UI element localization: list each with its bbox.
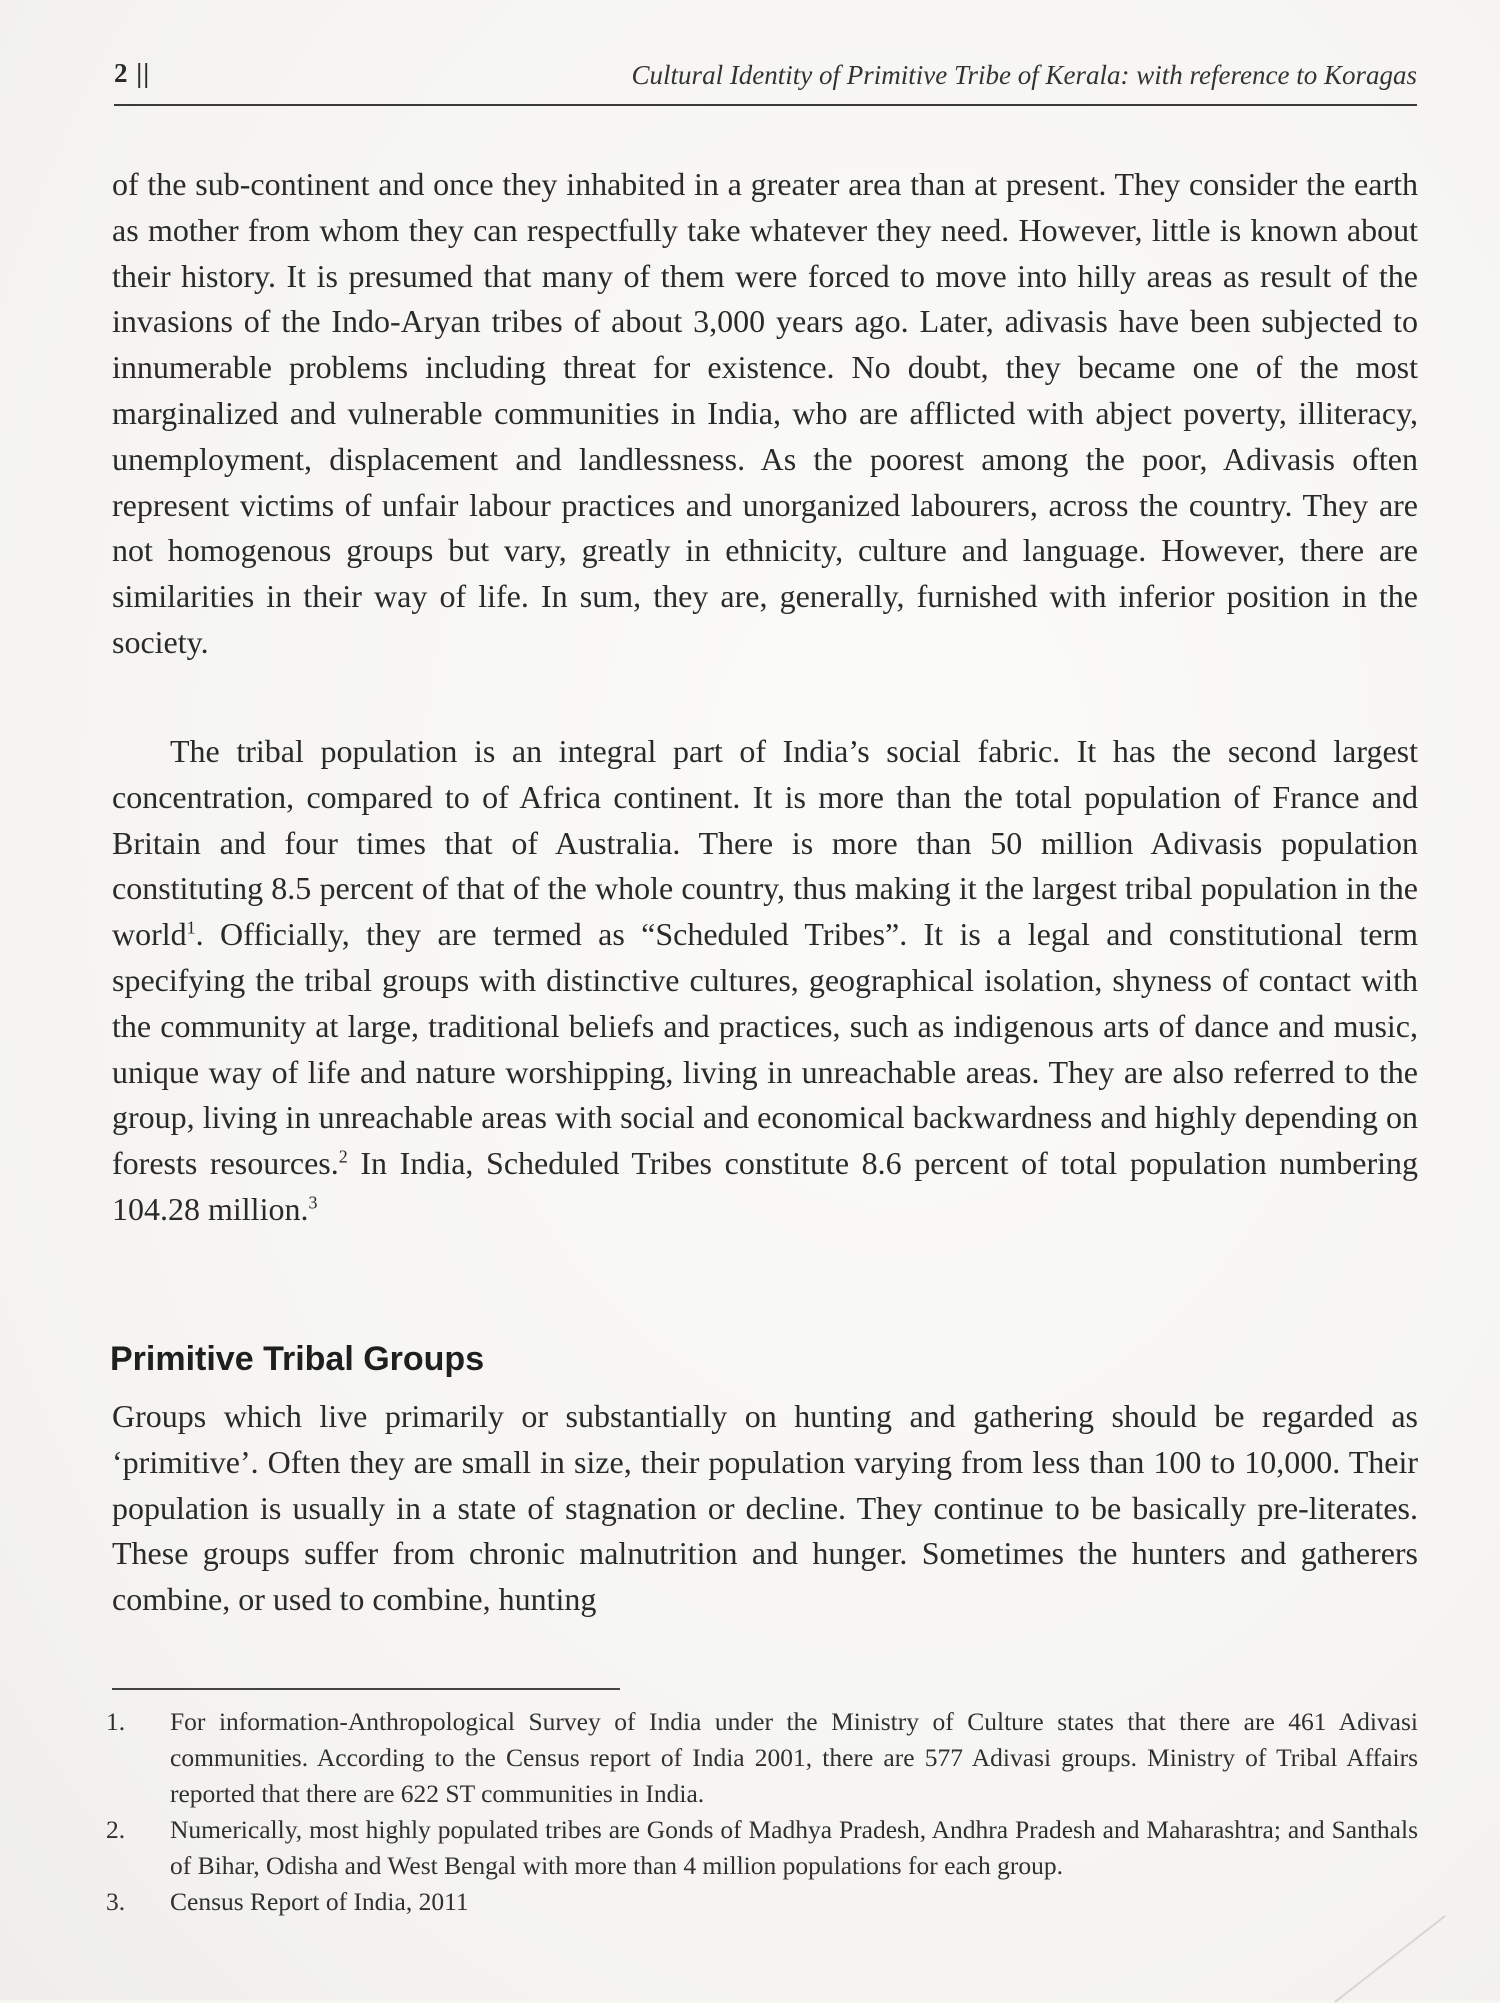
footnote-item [106, 1812, 1418, 1884]
footnote-text: Numerically, most highly populated tribes are Gonds of Madhya Pradesh, Andhra Pradesh and Maharashtra; and Santhals of Bihar, Odisha and West Bengal with more than 4 million populations for each group. [170, 1815, 1418, 1880]
footnote-ref-1: 1 [186, 917, 196, 938]
footnote-ref-3: 3 [308, 1192, 318, 1213]
footnote-list [106, 1704, 1418, 1920]
footnote-item [106, 1704, 1418, 1812]
footnote-ref-2: 2 [338, 1146, 348, 1167]
body-paragraph-1: of the sub-continent and once they inhabited in a greater area than at present. They consider the earth as mother from whom they can respectfully take whatever they need. However, little is known about their history. It is presumed that many of them were forced to move into hilly areas as result of the invasions of the Indo-Aryan tribes of about 3,000 years ago. Later, adivasis have been subjected to innumerable problems including threat for existence. No doubt, they became one of the most marginalized and vulnerable communities in India, who are afflicted with abject poverty, illiteracy, unemployment, displacement and landlessness. As the poorest among the poor, Adivasis often represent victims of unfair labour practices and unorganized labourers, across the country. They are not homogenous groups but vary, greatly in ethnicity, culture and language. However, there are similarities in their way of life. In sum, they are, generally, furnished with inferior position in the society. [112, 166, 1418, 660]
paragraph-2-text-c: In India, Scheduled Tribes constitute 8.6 percent of total population numbering 104.28 million. [112, 1145, 1419, 1227]
paragraph-2-text-a: The tribal population is an integral part of India’s social fabric. It has the second largest concentration, compared to of Africa continent. It is more than the total population of France and Britain and four times that of Australia. There is more than 50 million Adivasis population constituting 8.5 percent of that of the whole country, thus making it the largest tribal population in the world [112, 733, 1418, 953]
page-number: 2 || [114, 58, 151, 88]
footnote-number: 3. [106, 1887, 126, 1916]
body-paragraph-2 [112, 729, 1418, 1233]
paragraph-2-text-b: . Officially, they are termed as “Scheduled Tribes”. It is a legal and constitutional term specifying the tribal groups with distinctive cultures, geographical isolation, shyness of contact with the community at large, traditional beliefs and practices, such as indigenous arts of dance and music, unique way of life and nature worshipping, living in unreachable areas. They are also referred to the group, living in unreachable areas with social and economical backwardness and highly depending on forests resources. [112, 916, 1418, 1182]
running-title: Cultural Identity of Primitive Tribe of Kerala: with reference to Koragas [631, 60, 1417, 90]
section-heading: Primitive Tribal Groups [110, 1340, 485, 1378]
footnote-divider [112, 1688, 620, 1690]
footnote-text: For information-Anthropological Survey of India under the Ministry of Culture states that there are 461 Adivasi communities. According to the Census report of India 2001, there are 577 Adivasi groups. Ministry of Tribal Affairs reported that there are 622 ST communities in India. [170, 1707, 1418, 1808]
footnote-text: Census Report of India, 2011 [170, 1887, 469, 1916]
footnote-number: 2. [106, 1815, 126, 1844]
body-paragraph-3: Groups which live primarily or substantially on hunting and gathering should be regarded as ‘primitive’. Often they are small in size, their population varying from less than 100 to 10,000. Their population is usually in a state of stagnation or decline. They continue to be basically pre-literates. These groups suffer from chronic malnutrition and hunger. Sometimes the hunters and gatherers combine, or used to combine, hunting [112, 1398, 1418, 1618]
paper-scratch-mark [1334, 1915, 1446, 2003]
footnote-number: 1. [106, 1707, 126, 1736]
running-header [114, 56, 1417, 106]
footnote-item [106, 1884, 1418, 1920]
